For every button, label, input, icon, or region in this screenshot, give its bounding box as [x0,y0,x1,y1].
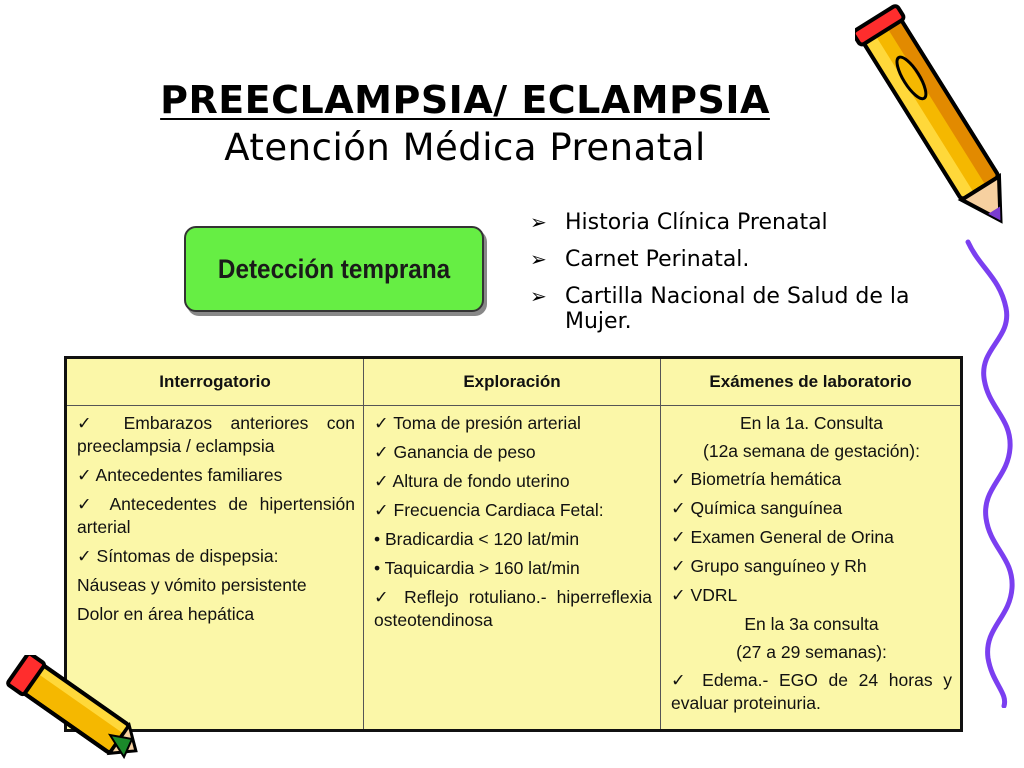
cell-line: ✓ Química sanguínea [671,498,843,518]
cell-line: En la 1a. Consulta [739,413,883,433]
slide-title-block [0,76,930,172]
cell-line: ✓ Edema.- EGO de 24 horas y evaluar proteinuria. [671,670,952,713]
cell-line: ✓ Antecedentes de hipertensión arterial [77,494,355,537]
slide-title: PREECLAMPSIA/ ECLAMPSIA [160,78,770,122]
cell-line: ✓ Biometría hemática [671,469,842,489]
cell-line: • Taquicardia > 160 lat/min [374,558,580,578]
bullet-item [530,247,940,272]
pencil-icon [0,655,150,760]
cell-line: (27 a 29 semanas): [736,642,887,662]
early-detection-badge [184,226,484,312]
arrow-bullet-icon: ➢ [530,284,547,308]
squiggle-line-icon [960,238,1024,708]
cell-line: ✓ Reflejo rotuliano.- hiperreflexia osteotendinosa [374,587,652,630]
table-header-row [66,358,962,406]
cell-line: ✓ Examen General de Orina [671,527,894,547]
cell-line: ✓ VDRL [671,585,738,605]
cell-line: ✓ Ganancia de peso [374,442,536,462]
cell-line: (12a semana de gestación): [703,441,920,461]
cell-line: ✓ Síntomas de dispepsia: [77,546,279,566]
bullet-text: Carnet Perinatal. [565,247,750,272]
cell-examenes [661,406,962,731]
cell-line: ✓ Grupo sanguíneo y Rh [671,556,867,576]
cell-line: ✓ Embarazos anteriores con preeclampsia / eclampsia [77,413,355,456]
cell-line: ✓ Antecedentes familiares [77,465,283,485]
cell-line: Dolor en área hepática [77,604,255,624]
cell-line: • Bradicardia < 120 lat/min [374,529,580,549]
cell-line: ✓ Toma de presión arterial [374,413,581,433]
bullet-item [530,284,940,334]
bullet-text: Cartilla Nacional de Salud de la Mujer. [565,284,910,334]
header-examenes: Exámenes de laboratorio [661,358,962,406]
bullet-text: Historia Clínica Prenatal [565,210,828,235]
cell-line: Náuseas y vómito persistente [77,575,307,595]
slide-subtitle: Atención Médica Prenatal [224,126,706,169]
cell-exploracion [364,406,661,731]
cell-line: En la 3a consulta [744,614,879,634]
cell-line: ✓ Frecuencia Cardiaca Fetal: [374,500,604,520]
arrow-bullet-icon: ➢ [530,210,547,234]
arrow-bullet-icon: ➢ [530,247,547,271]
early-detection-label: Detección temprana [217,253,451,284]
header-exploracion: Exploración [364,358,661,406]
pencil-icon [855,0,1024,245]
prenatal-care-table [64,356,963,732]
table-row [66,406,962,731]
cell-line: ✓ Altura de fondo uterino [374,471,570,491]
header-interrogatorio: Interrogatorio [66,358,364,406]
